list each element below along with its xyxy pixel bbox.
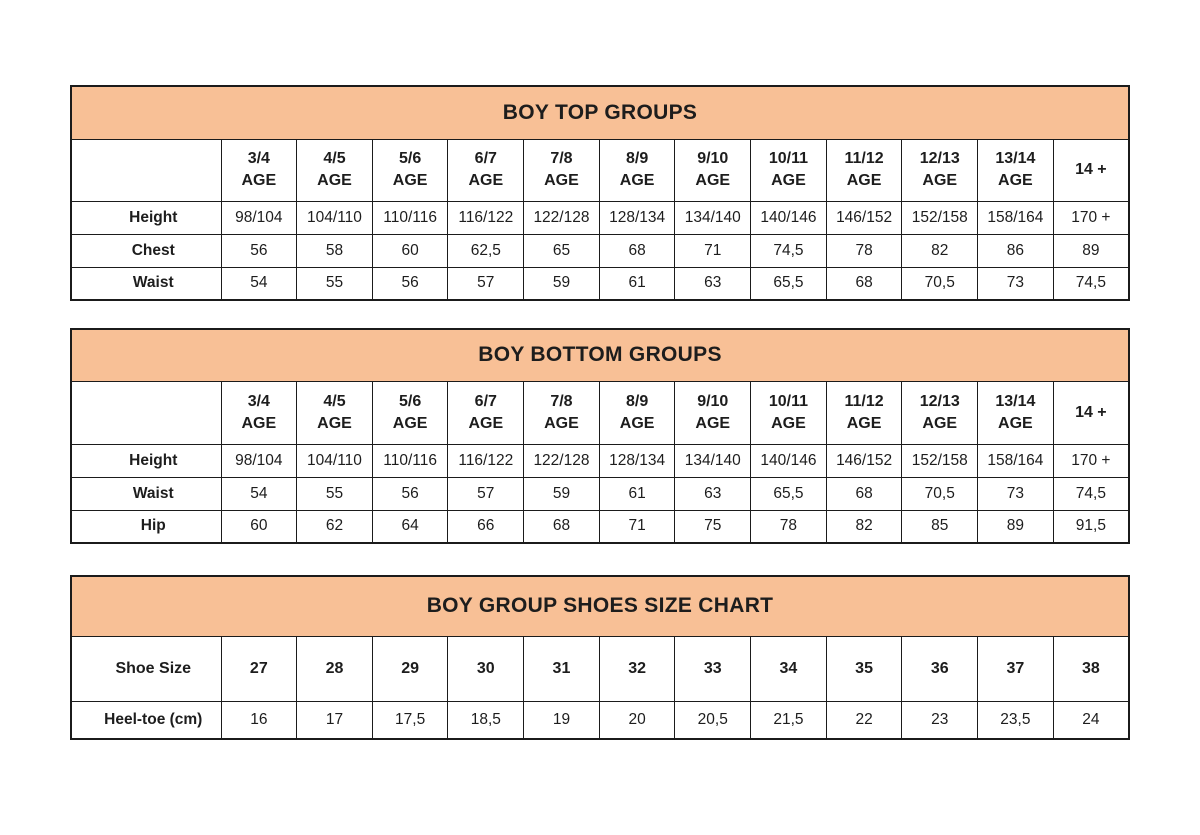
value-cell: 86: [978, 234, 1054, 267]
size-table-boy-bottom-groups: [70, 328, 1130, 544]
column-header-line: 8/9: [625, 392, 649, 410]
value-cell: 70,5: [902, 477, 978, 510]
column-header-line: AGE: [544, 172, 579, 189]
column-header-line: 6/7: [474, 150, 497, 168]
value-cell: 82: [902, 234, 978, 267]
value-cell: 146/152: [826, 444, 902, 477]
column-header-line: 38: [1081, 659, 1100, 677]
value-cell: 61: [599, 477, 675, 510]
value-cell: 71: [675, 234, 751, 267]
row-label: Chest: [71, 234, 221, 267]
column-header-line: 12/13: [919, 392, 960, 410]
row-label: Waist: [71, 267, 221, 300]
column-header-line: AGE: [392, 172, 428, 189]
value-cell: 17,5: [372, 701, 448, 739]
value-cell: 78: [751, 510, 827, 543]
value-cell: 152/158: [902, 201, 978, 234]
column-header-line: AGE: [771, 414, 806, 432]
value-cell: 59: [524, 267, 600, 300]
column-header: [221, 139, 297, 201]
row-label: Waist: [71, 477, 221, 510]
column-header-line: 27: [249, 659, 268, 677]
table-row: [71, 201, 1129, 234]
table-title: BOY GROUP SHOES SIZE CHART: [71, 576, 1129, 636]
value-cell: 54: [221, 477, 297, 510]
column-header: [675, 381, 751, 444]
value-cell: 170 +: [1053, 201, 1129, 234]
column-header-line: 3/4: [247, 150, 270, 168]
column-header: [372, 636, 448, 701]
value-cell: 21,5: [751, 701, 827, 739]
value-cell: 63: [675, 267, 751, 300]
value-cell: 74,5: [751, 234, 827, 267]
value-cell: 60: [372, 234, 448, 267]
value-cell: 122/128: [524, 444, 600, 477]
value-cell: 75: [675, 510, 751, 543]
value-cell: 57: [448, 477, 524, 510]
column-header-line: AGE: [392, 414, 428, 432]
value-cell: 24: [1053, 701, 1129, 739]
value-cell: 89: [1053, 234, 1129, 267]
column-header: [751, 381, 827, 444]
column-header-line: AGE: [771, 172, 806, 189]
column-header: [221, 636, 297, 701]
column-header: [1053, 139, 1129, 201]
value-cell: 104/110: [297, 201, 373, 234]
value-cell: 85: [902, 510, 978, 543]
value-cell: 19: [524, 701, 600, 739]
value-cell: 22: [826, 701, 902, 739]
column-header-line: 34: [779, 659, 798, 677]
size-table-boy-group-shoes-size-chart: [70, 575, 1130, 740]
column-header-line: AGE: [998, 414, 1033, 432]
value-cell: 91,5: [1053, 510, 1129, 543]
value-cell: 20: [599, 701, 675, 739]
column-header-line: AGE: [998, 172, 1033, 189]
column-header: [902, 139, 978, 201]
value-cell: 65,5: [751, 477, 827, 510]
column-header: [221, 381, 297, 444]
column-header: [1053, 636, 1129, 701]
value-cell: 68: [826, 267, 902, 300]
column-header: [978, 139, 1054, 201]
column-header-line: 10/11: [768, 392, 808, 410]
value-cell: 122/128: [524, 201, 600, 234]
value-cell: 17: [297, 701, 373, 739]
column-header-line: 14 +: [1075, 403, 1107, 421]
value-cell: 140/146: [751, 444, 827, 477]
column-header-line: 14 +: [1075, 161, 1107, 179]
value-cell: 134/140: [675, 444, 751, 477]
corner-cell: Shoe Size: [71, 636, 221, 701]
column-header-line: 11/12: [844, 150, 884, 168]
column-header-line: 4/5: [323, 392, 346, 410]
column-header-line: 7/8: [550, 392, 573, 410]
value-cell: 128/134: [599, 444, 675, 477]
column-header: [448, 636, 524, 701]
column-header-line: 9/10: [697, 150, 729, 168]
column-header: [372, 139, 448, 201]
value-cell: 20,5: [675, 701, 751, 739]
value-cell: 134/140: [675, 201, 751, 234]
value-cell: 158/164: [978, 201, 1054, 234]
value-cell: 65,5: [751, 267, 827, 300]
table-row: [71, 267, 1129, 300]
value-cell: 62: [297, 510, 373, 543]
column-header-line: 13/14: [995, 392, 1036, 410]
column-header-line: 5/6: [399, 150, 422, 168]
value-cell: 68: [599, 234, 675, 267]
value-cell: 16: [221, 701, 297, 739]
value-cell: 170 +: [1053, 444, 1129, 477]
column-header-line: AGE: [922, 414, 958, 432]
value-cell: 61: [599, 267, 675, 300]
value-cell: 56: [372, 267, 448, 300]
column-header-line: 6/7: [474, 392, 497, 410]
column-header-line: 13/14: [995, 150, 1036, 168]
value-cell: 59: [524, 477, 600, 510]
value-cell: 146/152: [826, 201, 902, 234]
value-cell: 73: [978, 477, 1054, 510]
value-cell: 73: [978, 267, 1054, 300]
column-header-line: AGE: [468, 414, 504, 432]
column-header: [448, 139, 524, 201]
column-header: [524, 636, 600, 701]
value-cell: 63: [675, 477, 751, 510]
column-header: [599, 381, 675, 444]
column-header-line: AGE: [922, 172, 958, 189]
value-cell: 62,5: [448, 234, 524, 267]
table-row: [71, 477, 1129, 510]
value-cell: 116/122: [448, 201, 524, 234]
value-cell: 68: [524, 510, 600, 543]
column-header-line: 28: [325, 659, 344, 677]
value-cell: 57: [448, 267, 524, 300]
value-cell: 110/116: [372, 201, 448, 234]
value-cell: 66: [448, 510, 524, 543]
column-header: [297, 381, 373, 444]
value-cell: 158/164: [978, 444, 1054, 477]
row-label: Hip: [71, 510, 221, 543]
table-row: [71, 444, 1129, 477]
column-header: [675, 139, 751, 201]
value-cell: 78: [826, 234, 902, 267]
value-cell: 60: [221, 510, 297, 543]
value-cell: 23,5: [978, 701, 1054, 739]
column-header: [978, 636, 1054, 701]
value-cell: 55: [297, 477, 373, 510]
column-header: [599, 636, 675, 701]
column-header-line: 12/13: [919, 150, 960, 168]
column-header: [297, 139, 373, 201]
column-header: [826, 139, 902, 201]
value-cell: 56: [221, 234, 297, 267]
column-header: [448, 381, 524, 444]
column-header: [978, 381, 1054, 444]
column-header-line: 37: [1006, 659, 1025, 677]
column-header-line: 33: [703, 659, 722, 677]
value-cell: 23: [902, 701, 978, 739]
value-cell: 98/104: [221, 444, 297, 477]
column-header: [524, 381, 600, 444]
table-row: [71, 510, 1129, 543]
value-cell: 68: [826, 477, 902, 510]
table-title: BOY TOP GROUPS: [71, 86, 1129, 139]
row-label: Heel-toe (cm): [71, 701, 221, 739]
column-header: [372, 381, 448, 444]
table-title: BOY BOTTOM GROUPS: [71, 329, 1129, 381]
value-cell: 74,5: [1053, 477, 1129, 510]
column-header-line: AGE: [544, 414, 579, 432]
column-header: [524, 139, 600, 201]
column-header-line: 31: [552, 659, 571, 677]
column-header-line: 5/6: [399, 392, 422, 410]
column-header-line: 8/9: [625, 150, 649, 168]
column-header-line: 10/11: [768, 150, 808, 168]
column-header-line: 29: [401, 659, 420, 677]
row-label: Height: [71, 444, 221, 477]
column-header: [599, 139, 675, 201]
column-header: [1053, 381, 1129, 444]
column-header: [902, 636, 978, 701]
column-header-line: 9/10: [697, 392, 729, 410]
column-header: [826, 381, 902, 444]
column-header-line: AGE: [846, 172, 882, 189]
column-header: [826, 636, 902, 701]
column-header-line: 11/12: [844, 392, 884, 410]
table-row: [71, 234, 1129, 267]
corner-cell: [71, 139, 221, 201]
value-cell: 140/146: [751, 201, 827, 234]
column-header-line: 4/5: [323, 150, 346, 168]
value-cell: 82: [826, 510, 902, 543]
column-header-line: 7/8: [550, 150, 573, 168]
column-header: [297, 636, 373, 701]
column-header-line: AGE: [695, 414, 731, 432]
column-header: [675, 636, 751, 701]
value-cell: 70,5: [902, 267, 978, 300]
value-cell: 18,5: [448, 701, 524, 739]
column-header: [902, 381, 978, 444]
column-header: [751, 139, 827, 201]
size-table-boy-top-groups: [70, 85, 1130, 301]
column-header-line: AGE: [317, 172, 352, 189]
column-header-line: 35: [855, 659, 873, 677]
column-header-line: AGE: [846, 414, 882, 432]
column-header: [751, 636, 827, 701]
value-cell: 71: [599, 510, 675, 543]
value-cell: 110/116: [372, 444, 448, 477]
value-cell: 56: [372, 477, 448, 510]
column-header-line: AGE: [241, 172, 277, 189]
row-label: Height: [71, 201, 221, 234]
value-cell: 116/122: [448, 444, 524, 477]
value-cell: 65: [524, 234, 600, 267]
corner-cell: [71, 381, 221, 444]
column-header-line: AGE: [695, 172, 731, 189]
column-header-line: AGE: [619, 172, 655, 189]
column-header-line: 32: [628, 659, 646, 677]
column-header-line: AGE: [317, 414, 352, 432]
value-cell: 98/104: [221, 201, 297, 234]
value-cell: 152/158: [902, 444, 978, 477]
value-cell: 64: [372, 510, 448, 543]
value-cell: 89: [978, 510, 1054, 543]
value-cell: 104/110: [297, 444, 373, 477]
value-cell: 128/134: [599, 201, 675, 234]
column-header-line: 3/4: [247, 392, 270, 410]
value-cell: 74,5: [1053, 267, 1129, 300]
table-row: [71, 701, 1129, 739]
column-header-line: AGE: [468, 172, 504, 189]
value-cell: 54: [221, 267, 297, 300]
column-header-line: 36: [930, 659, 949, 677]
column-header-line: AGE: [619, 414, 655, 432]
value-cell: 58: [297, 234, 373, 267]
column-header-line: AGE: [241, 414, 277, 432]
column-header-line: 30: [476, 659, 495, 677]
value-cell: 55: [297, 267, 373, 300]
